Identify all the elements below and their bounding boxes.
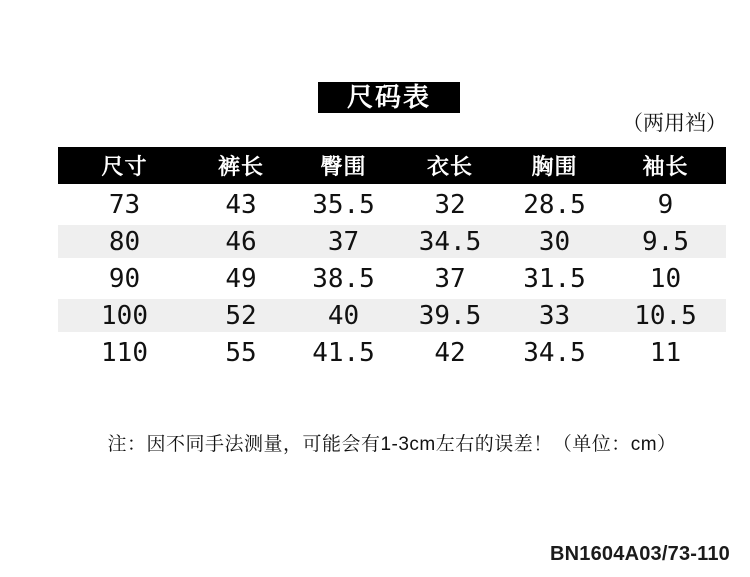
size-cell: 110 [58, 334, 191, 371]
table-row [58, 260, 726, 297]
product-code: BN1604A03/73-110 [550, 543, 730, 565]
size-cell: 38.5 [291, 260, 396, 297]
size-cell: 49 [191, 260, 291, 297]
size-cell: 100 [58, 297, 191, 334]
table-row [58, 186, 726, 223]
size-cell: 37 [396, 260, 504, 297]
size-table-body [58, 186, 726, 371]
size-cell: 35.5 [291, 186, 396, 223]
column-header-pants-length: 裤长 [191, 147, 291, 186]
table-row [58, 334, 726, 371]
size-cell: 46 [191, 223, 291, 260]
size-cell: 10 [605, 260, 726, 297]
size-cell: 9.5 [605, 223, 726, 260]
size-cell: 55 [191, 334, 291, 371]
size-cell: 37 [291, 223, 396, 260]
size-cell: 41.5 [291, 334, 396, 371]
column-header-sleeve-length: 袖长 [605, 147, 726, 186]
size-cell: 34.5 [396, 223, 504, 260]
size-cell: 31.5 [504, 260, 605, 297]
table-row [58, 297, 726, 334]
column-header-chest: 胸围 [504, 147, 605, 186]
size-table [58, 147, 726, 373]
size-cell: 80 [58, 223, 191, 260]
size-cell: 9 [605, 186, 726, 223]
size-cell: 30 [504, 223, 605, 260]
column-header-hip: 臀围 [291, 147, 396, 186]
page-title: 尺码表 [318, 82, 460, 113]
measurement-note: 注：因不同手法测量，可能会有1-3cm左右的误差！（单位：cm） [107, 434, 677, 455]
size-cell: 42 [396, 334, 504, 371]
size-cell: 32 [396, 186, 504, 223]
size-cell: 43 [191, 186, 291, 223]
table-header-row [58, 147, 726, 186]
size-cell: 11 [605, 334, 726, 371]
size-cell: 34.5 [504, 334, 605, 371]
column-header-size: 尺寸 [58, 147, 191, 186]
size-cell: 40 [291, 297, 396, 334]
size-cell: 33 [504, 297, 605, 334]
size-cell: 90 [58, 260, 191, 297]
size-cell: 73 [58, 186, 191, 223]
size-cell: 10.5 [605, 297, 726, 334]
size-cell: 39.5 [396, 297, 504, 334]
column-header-garment-length: 衣长 [396, 147, 504, 186]
crotch-type-label: （两用裆） [622, 112, 727, 135]
table-row [58, 223, 726, 260]
size-cell: 28.5 [504, 186, 605, 223]
size-cell: 52 [191, 297, 291, 334]
